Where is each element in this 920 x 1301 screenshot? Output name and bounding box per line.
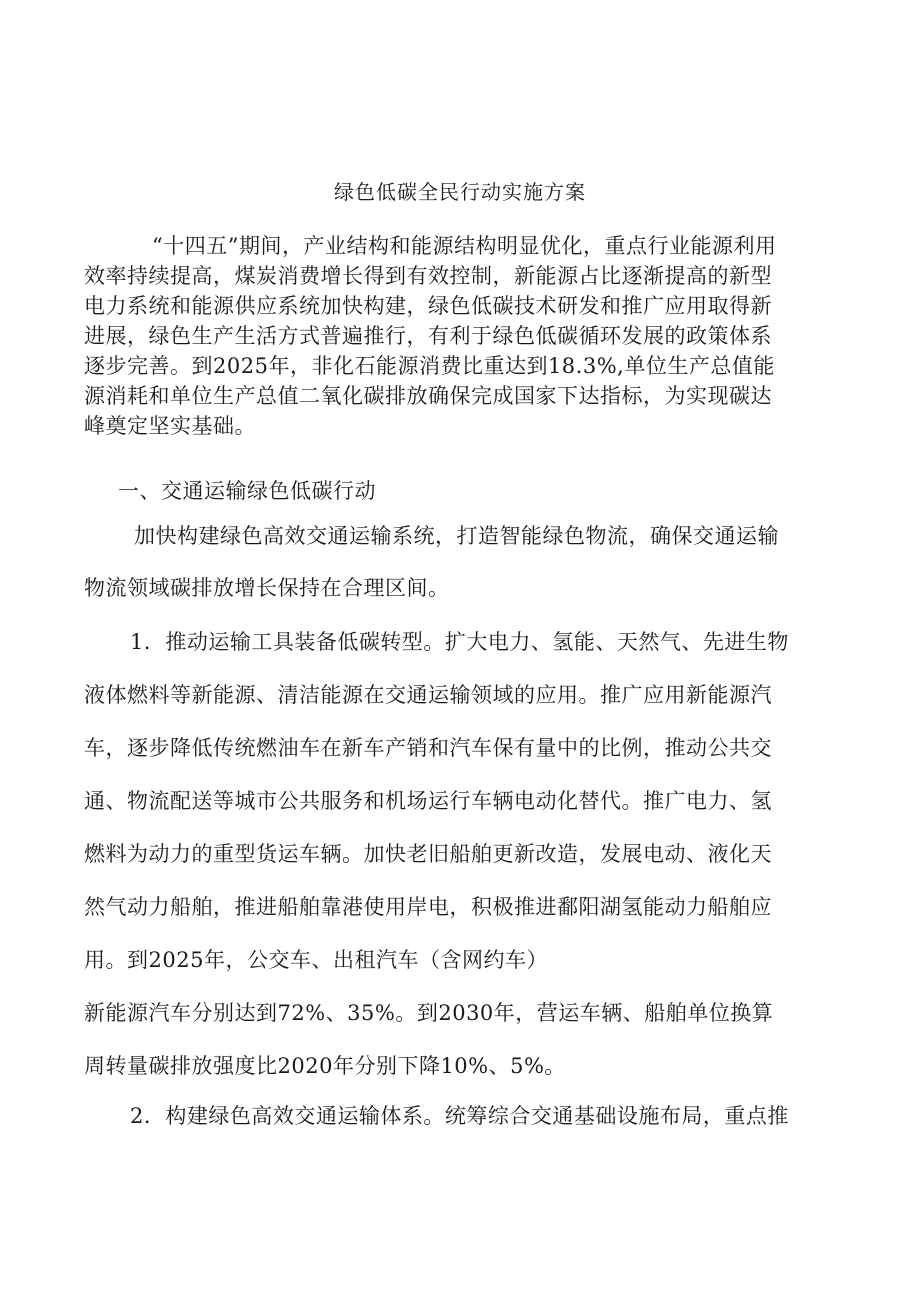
intro-line-6: 源消耗和单位生产总值二氧化碳排放确保完成国家下达指标，为实现碳达 — [84, 384, 772, 408]
item-1-line-2: 液体燃料等新能源、清洁能源在交通运输领域的应用。推广应用新能源汽 — [84, 683, 772, 707]
item-1-line-3: 车，逐步降低传统燃油车在新车产销和汽车保有量中的比例，推动公共交 — [84, 736, 772, 760]
intro-line-3: 电力系统和能源供应系统加快构建，绿色低碳技术研发和推广应用取得新 — [84, 294, 772, 318]
item-1-line-4: 通、物流配送等城市公共服务和机场运行车辆电动化替代。推广电力、氢 — [84, 789, 772, 813]
item-2-line-1: 2．构建绿色高效交通运输体系。统筹综合交通基础设施布局，重点推 — [130, 1104, 789, 1128]
document-title: 绿色低碳全民行动实施方案 — [334, 180, 586, 204]
item-1-line-6: 然气动力船舶，推进船舶靠港使用岸电，积极推进鄱阳湖氢能动力船舶应 — [84, 895, 772, 919]
item-1-line-8: 新能源汽车分别达到72%、35%。到2030年，营运车辆、船舶单位换算 — [84, 1001, 774, 1025]
item-1-line-7: 用。到2025年，公交车、出租汽车（含网约车） — [84, 948, 548, 972]
item-1-line-5: 燃料为动力的重型货运车辆。加快老旧船舶更新改造，发展电动、液化天 — [84, 842, 772, 866]
section-1-intro-line-1: 加快构建绿色高效交通运输系统，打造智能绿色物流，确保交通运输 — [134, 524, 779, 548]
intro-line-5: 逐步完善。到2025年，非化石能源消费比重达到18.3%,单位生产总值能 — [84, 354, 775, 378]
intro-line-1: “十四五”期间，产业结构和能源结构明显优化，重点行业能源利用 — [152, 234, 777, 258]
section-1-intro-line-2: 物流领域碳排放增长保持在合理区间。 — [84, 576, 450, 600]
item-1-line-1: 1．推动运输工具装备低碳转型。扩大电力、氢能、天然气、先进生物 — [130, 630, 789, 654]
intro-line-2: 效率持续提高，煤炭消费增长得到有效控制，新能源占比逐渐提高的新型 — [84, 264, 772, 288]
intro-line-7: 峰奠定坚实基础。 — [84, 414, 256, 438]
item-1-line-9: 周转量碳排放强度比2020年分别下降10%、5%。 — [84, 1054, 566, 1078]
section-1-heading: 一、交通运输绿色低碳行动 — [118, 479, 376, 503]
intro-line-4: 进展，绿色生产生活方式普遍推行，有利于绿色低碳循环发展的政策体系 — [84, 324, 772, 348]
